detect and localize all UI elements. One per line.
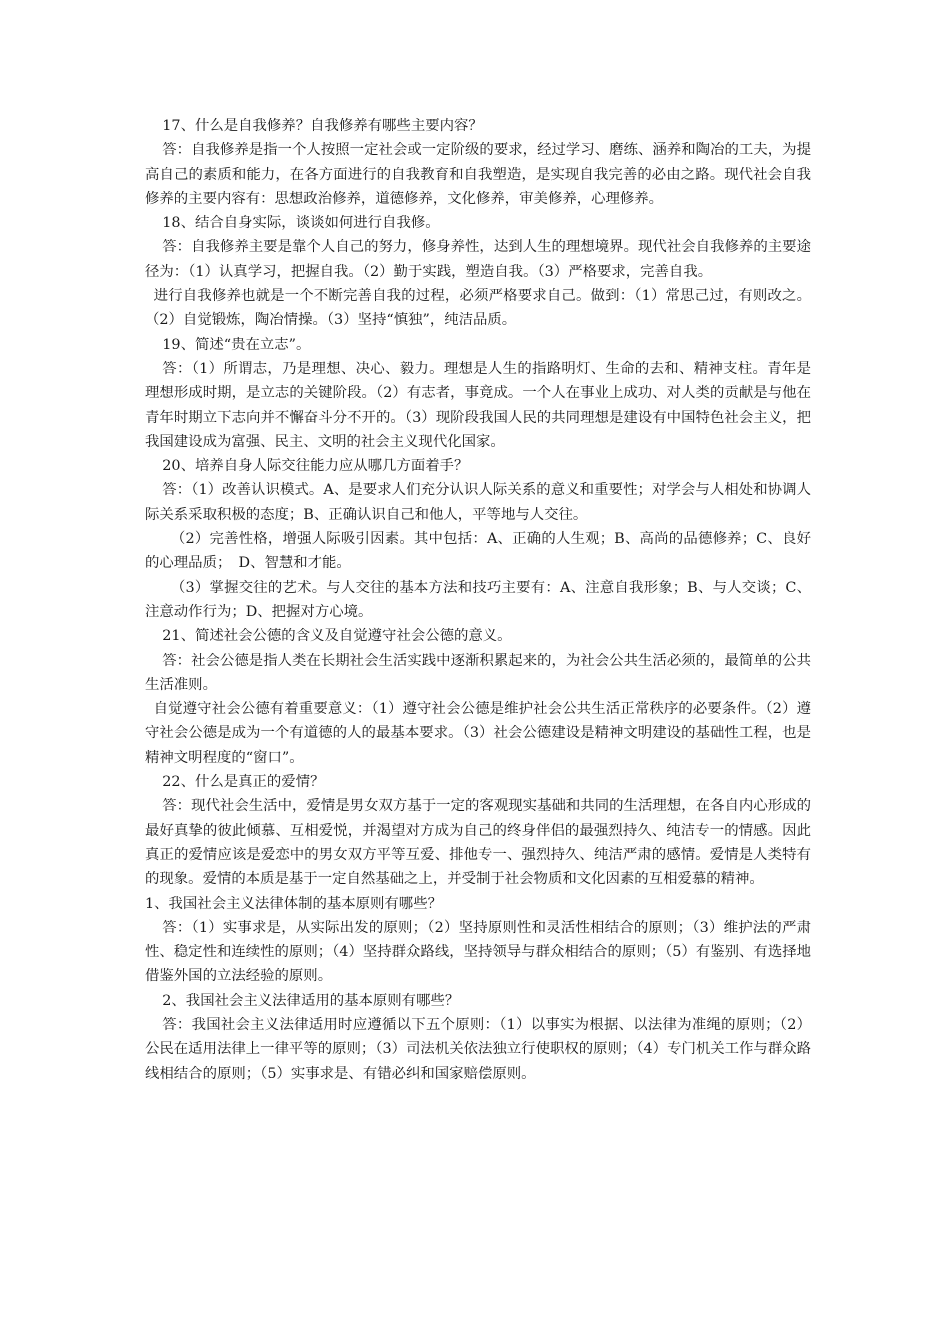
question-22: 22、什么是真正的爱情？ — [162, 774, 325, 791]
law-question-2: 2、我国社会主义法律适用的基本原则有哪些？ — [162, 992, 460, 1009]
law-answer-2: 答：我国社会主义法律适用时应遵循以下五个原则：（1）以事实为根据、以法律为准绳的原则；（2）公民在适用法律上一律平等的原则；（3）司法机关依法独立行使职权的原则；（4）专门机关工作与群众路线相结合的原则；（5）实事求是、有错必纠和国家赔偿原则。 — [145, 1016, 811, 1082]
law-answer-1: 答：（1）实事求是，从实际出发的原则；（2）坚持原则性和灵活性相结合的原则；（3）维护法的严肃性、稳定性和连续性的原则；（4）坚持群众路线，坚持领导与群众相结合的原则；（5）有鉴别、有选择地借鉴外国的立法经验的原则。 — [145, 919, 811, 985]
question-18: 18、结合自身实际，谈谈如何进行自我修。 — [162, 215, 440, 232]
answer-20: 答：（1）改善认识模式。A、是要求人们充分认识人际关系的意义和重要性；对学会与人相处和协调人际关系采取积极的态度；B、正确认识自己和他人，平等地与人交往。 — [145, 482, 811, 523]
answer-22: 答：现代社会生活中，爱情是男女双方基于一定的客观现实基础和共同的生活理想，在各自内心形成的最好真挚的彼此倾慕、互相爱悦，并渴望对方成为自己的终身伴侣的最强烈持久、纯洁专一的情感。因此真正的爱情应该是爱恋中的男女双方平等互爱、排他专一、强烈持久、纯洁严肃的感情。爱情是人类特有的现象。爱情的本质是基于一定自然基础之上，并受制于社会物质和文化因素的互相爱慕的精神。 — [145, 798, 811, 888]
question-19: 19、简述“贵在立志”。 — [162, 336, 311, 353]
answer-20-point-3: （3）掌握交往的艺术。与人交往的基本方法和技巧主要有：A、注意自我形象；B、与人交谈；C、注意动作行为；D、把握对方心境。 — [145, 579, 811, 620]
law-question-1: 1、我国社会主义法律体制的基本原则有哪些？ — [145, 895, 442, 912]
answer-21: 答：社会公德是指人类在长期社会生活实践中逐渐积累起来的，为社会公共生活必须的，最简单的公共生活准则。 — [145, 652, 811, 693]
question-17: 17、什么是自我修养？自我修养有哪些主要内容？ — [162, 118, 483, 134]
question-20: 20、培养自身人际交往能力应从哪几方面着手？ — [162, 458, 469, 475]
document-page — [145, 114, 811, 1086]
answer-18-continued: 进行自我修养也就是一个不断完善自我的过程，必须严格要求自己。做到：（1）常思己过，有则改之。（2）自觉锻炼，陶冶情操。（3）坚持“慎独”，纯洁品质。 — [145, 288, 811, 329]
answer-20-point-2: （2）完善性格，增强人际吸引因素。其中包括：A、正确的人生观；B、高尚的品德修养；C、良好的心理品质； D、智慧和才能。 — [145, 531, 811, 572]
answer-21-continued: 自觉遵守社会公德有着重要意义：（1）遵守社会公德是维护社会公共生活正常秩序的必要条件。（2）遵守社会公德是成为一个有道德的人的最基本要求。（3）社会公德建设是精神文明建设的基础性工程，也是精神文明程度的“窗口”。 — [145, 701, 811, 766]
question-21: 21、简述社会公德的含义及自觉遵守社会公德的意义。 — [162, 628, 512, 645]
answer-19: 答：（1）所谓志，乃是理想、决心、毅力。理想是人生的指路明灯、生命的去和、精神支柱。青年是理想形成时期，是立志的关键阶段。（2）有志者，事竟成。一个人在事业上成功、对人类的贡献是与他在青年时期立下志向并不懈奋斗分不开的。（3）现阶段我国人民的共同理想是建设有中国特色社会主义，把我国建设成为富强、民主、文明的社会主义现代化国家。 — [145, 360, 811, 450]
answer-17: 答：自我修养是指一个人按照一定社会或一定阶级的要求，经过学习、磨练、涵养和陶冶的工夫，为提高自己的素质和能力，在各方面进行的自我教育和自我塑造，是实现自我完善的必由之路。现代社会自我修养的主要内容有：思想政治修养，道德修养，文化修养，审美修养，心理修养。 — [145, 142, 811, 207]
answer-18: 答：自我修养主要是靠个人自己的努力，修身养性，达到人生的理想境界。现代社会自我修养的主要途径为：（1）认真学习，把握自我。（2）勤于实践，塑造自我。（3）严格要求，完善自我。 — [145, 239, 811, 280]
